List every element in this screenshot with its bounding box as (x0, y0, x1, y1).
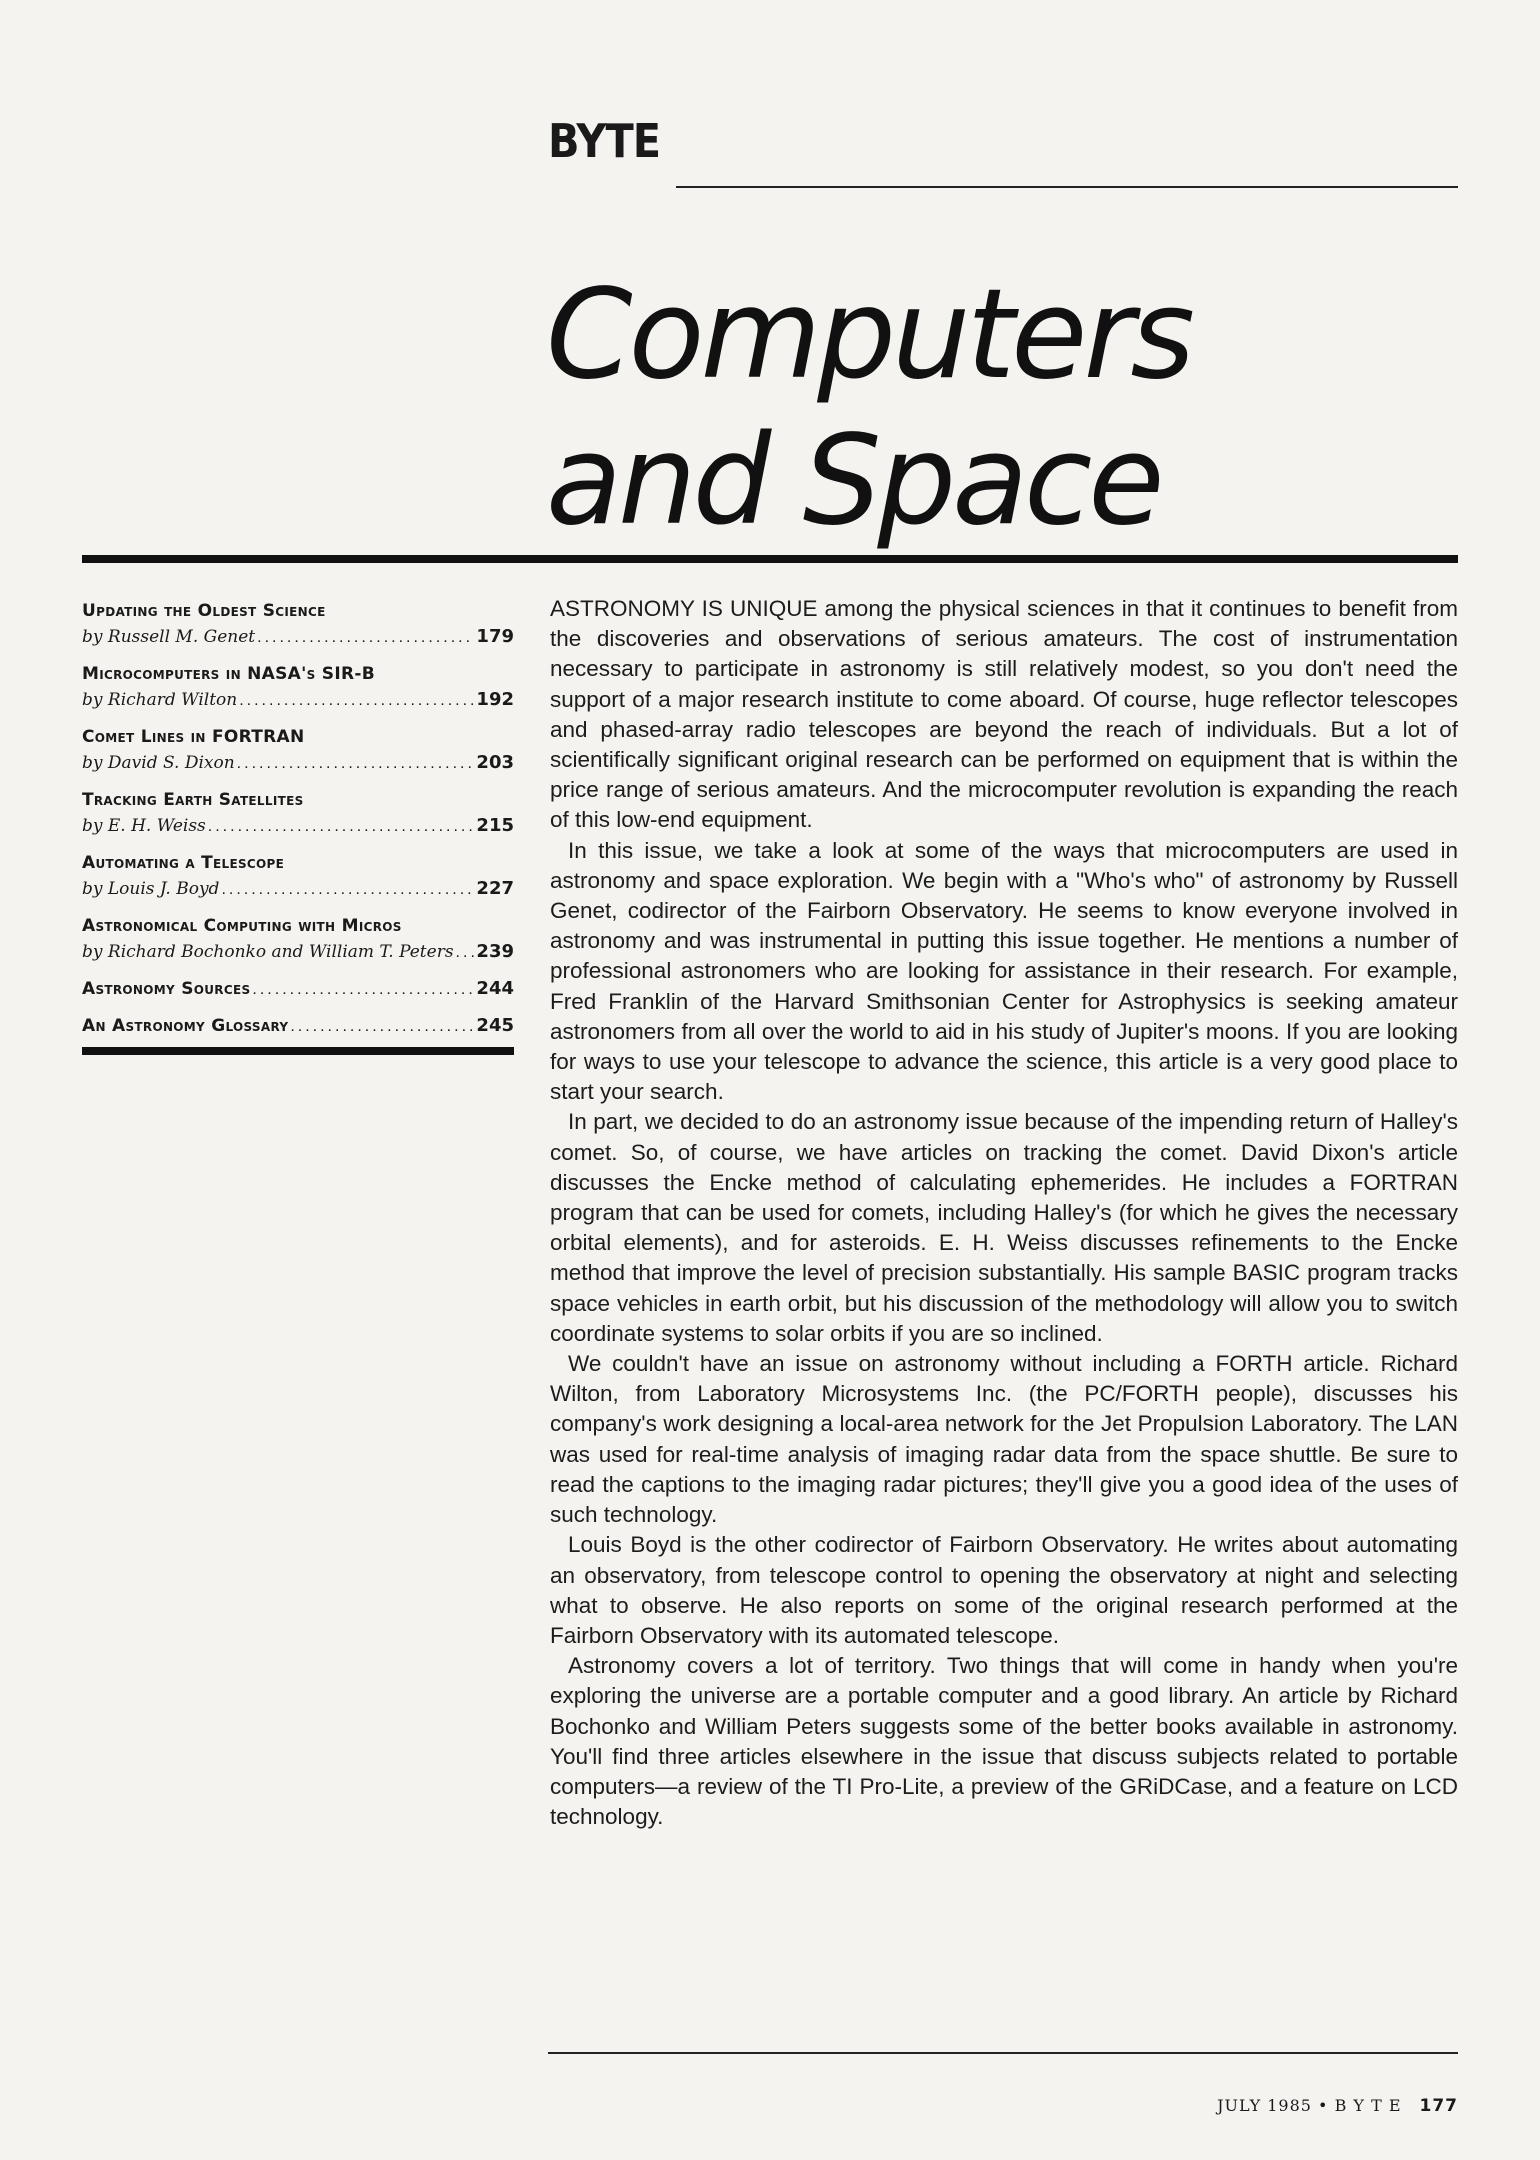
toc-entry-title: Tracking Earth Satellites (82, 790, 304, 810)
page-footer (1217, 2096, 1458, 2116)
masthead-rule (676, 186, 1458, 188)
body-paragraph: In part, we decided to do an astronomy issue because of the impending return of Halley's comet. So, of course, we have articles on tracking the comet. David Dixon's article discusses the Encke method of calculating ephemerides. He includes a FORTRAN program that can be used for comets, including Halley's (for which he gives the necessary orbital elements), and for asteroids. E. H. Weiss discusses refinements to the Encke method that improve the level of precision substantially. His sample BASIC program tracks space vehicles in earth orbit, but his discussion of the methodology will allow you to switch coordinate systems to solar orbits if you are so inclined. (550, 1109, 1458, 1346)
body-paragraph: Louis Boyd is the other codirector of Fairborn Observatory. He writes about automating an observatory, from telescope control to opening the observatory at night and selecting what to observe. He also reports on some of the original research performed at the Fairborn Observatory with its automated telescope. (550, 1532, 1458, 1648)
body-paragraph: Astronomy covers a lot of territory. Two things that will come in handy when you're exploring the universe are a portable computer and a good library. An article by Richard Bochonko and William Peters suggests some of the better books available in astronomy. You'll find three articles elsewhere in the issue that discuss subjects related to portable computers—a review of the TI Pro-Lite, a preview of the GRiDCase, and a feature on LCD technology. (550, 1653, 1458, 1830)
body-paragraph: ASTRONOMY IS UNIQUE among the physical sciences in that it continues to benefit from the discoveries and observations of serious amateurs. The cost of instrumentation necessary to participate in astronomy is still relatively modest, so you don't need the support of a major research institute to come aboard. Of course, huge reflector telescopes and phased-array radio telescopes are beyond the reach of individuals. But a lot of scientifically significant original research can be performed on equipment that is within the price range of serious amateurs. And the microcomputer revolution is expanding the reach of this low-end equipment. (550, 596, 1458, 833)
toc-entry-byline: by Richard Wilton (82, 690, 238, 710)
toc-entry-page: 227 (476, 878, 514, 899)
footer-issue: JULY 1985 • B Y T E (1217, 2096, 1402, 2115)
toc-entry-page: 215 (476, 815, 514, 836)
toc-entry-byline: by E. H. Weiss (82, 816, 206, 836)
body-paragraph: In this issue, we take a look at some of the ways that microcomputers are used in astronomy and space exploration. We begin with a "Who's who" of astronomy by Russell Genet, codirector of the Fairborn Observatory. He seems to know everyone involved in astronomy and was instrumental in putting this issue together. He mentions a number of professional astronomers who are looking for assistance in their research. For example, Fred Franklin of the Harvard Smithsonian Center for Astrophysics is seeking amateur astronomers from all over the world to aid in his study of Jupiter's moons. If you are looking for ways to use your telescope to advance the science, this article is a very good place to start your search. (550, 837, 1458, 1105)
toc-leader-dots (208, 814, 475, 840)
toc-leader-dots (252, 977, 474, 1003)
toc-entry[interactable] (82, 913, 514, 966)
feature-title-line-2: and Space (546, 409, 1161, 553)
table-of-contents (82, 598, 514, 1050)
article-body (550, 594, 1458, 1832)
toc-leader-dots (239, 688, 474, 714)
footer-page-number: 177 (1419, 2096, 1458, 2116)
toc-entry-page: 239 (476, 941, 514, 962)
toc-entry[interactable] (82, 661, 514, 714)
toc-leader-dots (221, 877, 474, 903)
toc-entry-byline: by Louis J. Boyd (82, 879, 220, 899)
toc-bottom-rule (82, 1047, 514, 1055)
toc-entry-title: Astronomy Sources (82, 979, 251, 999)
title-rule (82, 555, 1458, 563)
toc-entry-title: An Astronomy Glossary (82, 1016, 289, 1036)
toc-entry-byline: by Richard Bochonko and William T. Peters (82, 942, 454, 962)
feature-title (546, 262, 1191, 554)
footer-rule (548, 2052, 1458, 2054)
feature-title-line-1: Computers (546, 263, 1192, 407)
toc-entry-page: 179 (476, 626, 514, 647)
toc-entry-title: Updating the Oldest Science (82, 601, 326, 621)
toc-entry-title: Comet Lines in FORTRAN (82, 727, 305, 747)
toc-entry-byline: by David S. Dixon (82, 753, 235, 773)
toc-entry[interactable] (82, 1013, 514, 1040)
toc-entry[interactable] (82, 850, 514, 903)
toc-entry-page: 192 (476, 689, 514, 710)
toc-entry-title: Astronomical Computing with Micros (82, 916, 402, 936)
body-paragraph: We couldn't have an issue on astronomy without including a FORTH article. Richard Wilton, from Laboratory Microsystems Inc. (the PC/FORTH people), discusses his company's work designing a local-area network for the Jet Propulsion Laboratory. The LAN was used for real-time analysis of imaging radar data from the space shuttle. Be sure to read the captions to the imaging radar pictures; they'll give you a good idea of the uses of such technology. (550, 1351, 1458, 1528)
toc-leader-dots (257, 625, 474, 651)
toc-entry[interactable] (82, 976, 514, 1003)
toc-leader-dots (237, 751, 475, 777)
toc-entry-byline: by Russell M. Genet (82, 627, 256, 647)
toc-leader-dots (456, 940, 475, 966)
toc-entry-page: 245 (476, 1015, 514, 1036)
toc-entry-page: 203 (476, 752, 514, 773)
toc-entry-title: Automating a Telescope (82, 853, 285, 873)
toc-entry[interactable] (82, 787, 514, 840)
toc-entry-page: 244 (476, 978, 514, 999)
toc-entry-title: Microcomputers in NASA's SIR-B (82, 664, 375, 684)
byte-masthead-logo: BYTE (548, 114, 661, 168)
toc-entry[interactable] (82, 724, 514, 777)
toc-leader-dots (290, 1014, 474, 1040)
toc-entry[interactable] (82, 598, 514, 651)
